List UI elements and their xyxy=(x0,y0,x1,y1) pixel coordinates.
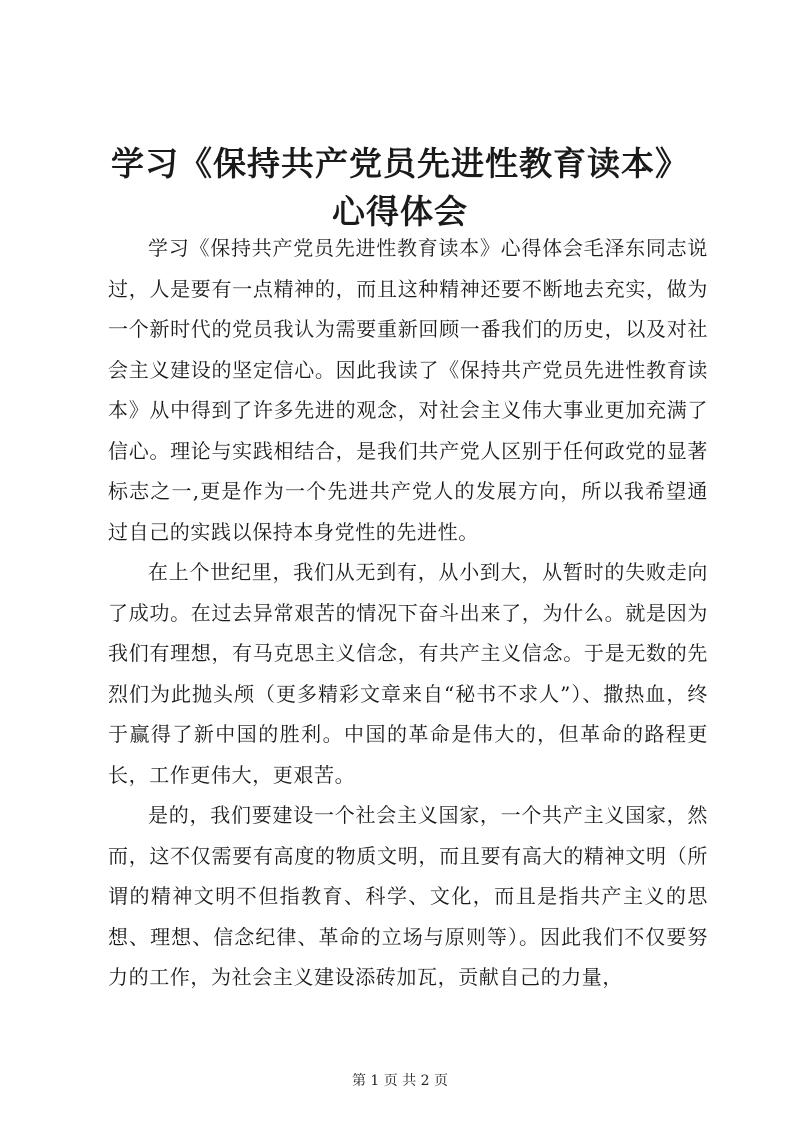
paragraph-3: 是的，我们要建设一个社会主义国家，一个共产主义国家，然而，这不仅需要有高度的物质文明，而且要有高大的精神文明（所谓的精神文明不但指教育、科学、文化，而且是指共产主义的思想、理想、信念纪律、革命的立场与原则等）。因此我们不仅要努力的工作，为社会主义建设添砖加瓦，贡献自己的力量， xyxy=(108,803,708,989)
page-number-footer: 第 1 页 共 2 页 xyxy=(351,1073,449,1089)
document-body xyxy=(108,228,708,998)
document-title: 学习《保持共产党员先进性教育读本》心得体会 xyxy=(111,144,689,231)
paragraph-1: 学习《保持共产党员先进性教育读本》心得体会毛泽东同志说过，人是要有一点精神的，而且这种精神还要不断地去充实，做为一个新时代的党员我认为需要重新回顾一番我们的历史，以及对社会主义建设的坚定信心。因此我读了《保持共产党员先进性教育读本》从中得到了许多先进的观念，对社会主义伟大事业更加充满了信心。理论与实践相结合，是我们共产党人区别于任何政党的显著标志之一,更是作为一个先进共产党人的发展方向，所以我希望通过自己的实践以保持本身党性的先进性。 xyxy=(108,236,708,544)
paragraph-2: 在上个世纪里，我们从无到有，从小到大，从暂时的失败走向了成功。在过去异常艰苦的情况下奋斗出来了，为什么。就是因为我们有理想，有马克思主义信念，有共产主义信念。于是无数的先烈们为此抛头颅（更多精彩文章来自“秘书不求人”）、撒热血，终于赢得了新中国的胜利。中国的革命是伟大的，但革命的路程更长，工作更伟大，更艰苦。 xyxy=(108,560,708,787)
